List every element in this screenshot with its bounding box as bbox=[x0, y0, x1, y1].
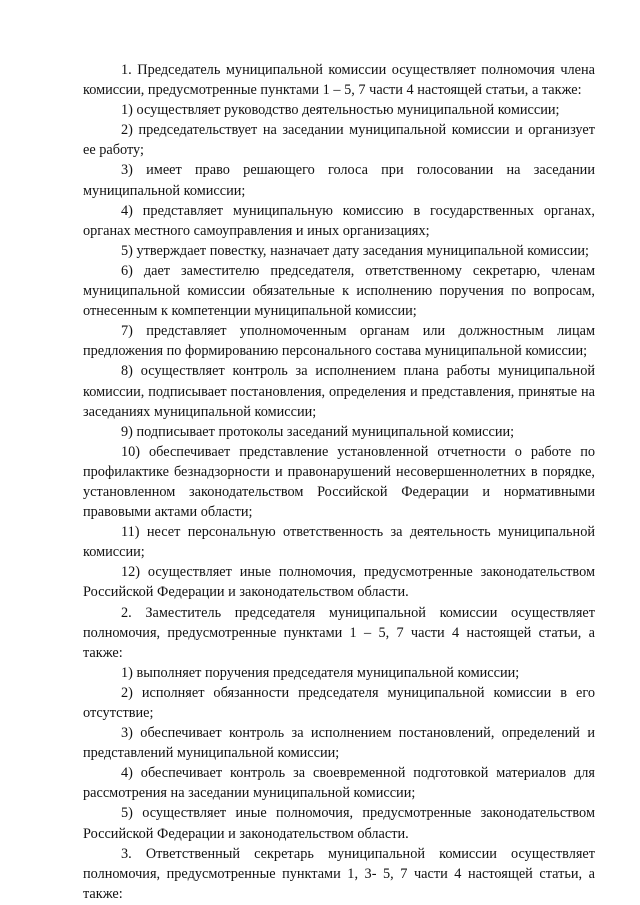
list-item: 1) осуществляет руководство деятельностью муниципальной комиссии; bbox=[121, 102, 560, 119]
list-item: 7) представляет уполномоченным органам или должностным лицам предложения по формированию персонального состава муниципальной комиссии; bbox=[83, 323, 595, 360]
paragraph-1-chairman-powers: 1. Председатель муниципальной комиссии осуществляет полномочия члена комиссии, предусмотренные пунктами 1 – 5, 7 части 4 настоящей статьи, а также: bbox=[83, 62, 595, 99]
list-item: 9) подписывает протоколы заседаний муниципальной комиссии; bbox=[121, 423, 515, 440]
paragraph-3-secretary-powers: 3. Ответственный секретарь муниципальной комиссии осуществляет полномочия, предусмотренные пунктами 1, 3- 5, 7 части 4 настоящей статьи, а также: bbox=[83, 845, 595, 902]
list-item: 11) несет персональную ответственность за деятельность муниципальной комиссии; bbox=[83, 524, 595, 561]
list-item: 10) обеспечивает представление установленной отчетности о работе по профилактике безнадзорности и правонарушений несовершеннолетних в порядке, установленном законодательством Российской Федерации и нормативными правовыми актами области; bbox=[83, 443, 595, 521]
list-item: 1) выполняет поручения председателя муниципальной комиссии; bbox=[121, 664, 520, 681]
list-item: 2) председательствует на заседании муниципальной комиссии и организует ее работу; bbox=[83, 122, 595, 159]
paragraph-2-deputy-powers: 2. Заместитель председателя муниципальной комиссии осуществляет полномочия, предусмотренные пунктами 1 – 5, 7 части 4 настоящей статьи, а также: bbox=[83, 604, 595, 661]
list-item: 6) дает заместителю председателя, ответственному секретарю, членам муниципальной комиссии обязательные к исполнению поручения по вопросам, отнесенным к компетенции муниципальной комиссии; bbox=[83, 262, 595, 320]
list-item: 4) обеспечивает контроль за своевременной подготовкой материалов для рассмотрения на заседании муниципальной комиссии; bbox=[83, 765, 595, 802]
list-item: 5) осуществляет иные полномочия, предусмотренные законодательством Российской Федерации и законодательством области. bbox=[83, 805, 595, 842]
list-item: 3) обеспечивает контроль за исполнением постановлений, определений и представлений муниципальной комиссии; bbox=[83, 725, 595, 762]
list-item: 8) осуществляет контроль за исполнением плана работы муниципальной комиссии, подписывает постановления, определения и представления, принятые на заседаниях муниципальной комиссии; bbox=[83, 363, 595, 420]
list-item: 3) имеет право решающего голоса при голосовании на заседании муниципальной комиссии; bbox=[83, 162, 595, 199]
list-item: 12) осуществляет иные полномочия, предусмотренные законодательством Российской Федерации и законодательством области. bbox=[83, 564, 595, 601]
list-item: 5) утверждает повестку, назначает дату заседания муниципальной комиссии; bbox=[121, 242, 589, 259]
document-body bbox=[83, 60, 595, 904]
list-item: 4) представляет муниципальную комиссию в государственных органах, органах местного самоуправления и иных организациях; bbox=[83, 202, 595, 239]
list-item: 2) исполняет обязанности председателя муниципальной комиссии в его отсутствие; bbox=[83, 684, 595, 721]
